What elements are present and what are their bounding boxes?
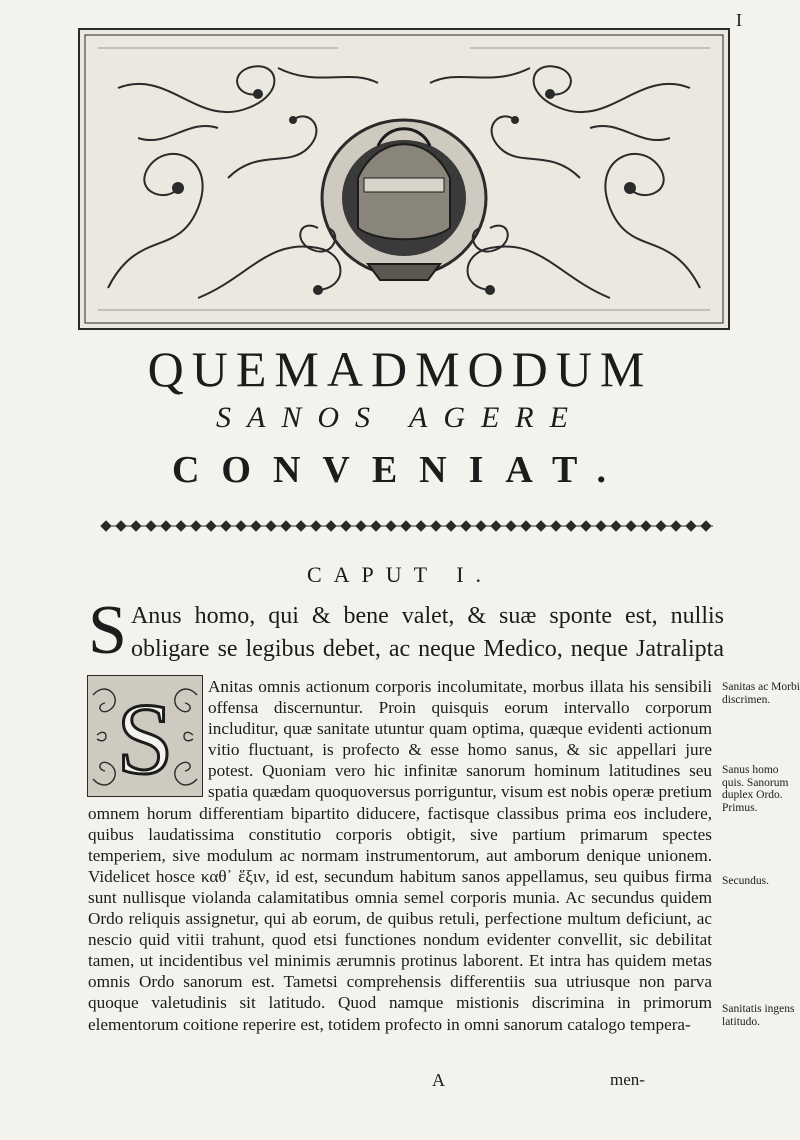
ornamental-headpiece bbox=[78, 28, 730, 330]
fleuron bbox=[611, 521, 626, 531]
fleuron bbox=[191, 521, 206, 531]
fleuron bbox=[176, 521, 191, 531]
fleuron bbox=[116, 521, 131, 531]
body-text bbox=[88, 676, 712, 1035]
fleuron bbox=[386, 521, 401, 531]
fleuron bbox=[461, 521, 476, 531]
body-paragraph: Anitas omnis actionum corporis incolumitate, morbus illata his sensibili offensa discernuntur. Proin quisquis eorum intervallo corporum includitur, quæ sanitate utuntur quam optima, quæque evidenti actionum vitio fluctuant, is profecto & esse homo sanus, & sic appellari jure potest. Quoniam vero hic infinitæ sanorum hominum latitudines seu spatia quædam quoquoversus porriguntur, visum est nobis operæ pretium omnem horum differentiam bipartito diducere, factisque classibus prima eos includere, quibus laudatissima constitutio corporis obtigit, sive partium primarum spectes temperiem, sive modulum ac normam instrumentorum, aut amborum denique unionem. Videlicet hosce καθ᾽ ἕξιν, id est, secundum habitum sanos appellamus, seu quibus firma sunt nullisque violanda calamitatibus omnia semel corporis munia. Ac secundus quidem Ordo reliquis assignetur, qui ab eorum, de quibus retuli, perfectione multum deficiunt, ac nescio quid vitii trahunt, quod etsi functiones nondum evidenter convellit, sic debilitat tamen, ut incidentibus vel minimis ærumnis protinus laborent. Et intra has quidem metas omnis Ordo sanorum est. Tametsi comprehensis differentiis sua utriusque non parva quoque valetudinis sit latitudo. Quod namque mistionis discrimina in primorum elementorum coitione reperire est, totidem profecto in omni sanorum catalogo tempera- bbox=[88, 677, 712, 1034]
fleuron bbox=[296, 521, 311, 531]
fleuron bbox=[416, 521, 431, 531]
fleuron bbox=[536, 521, 551, 531]
fleuron bbox=[371, 521, 386, 531]
signature-mark: A bbox=[432, 1070, 445, 1090]
fleuron bbox=[431, 521, 446, 531]
initial-spacer bbox=[88, 676, 208, 800]
fleuron bbox=[146, 521, 161, 531]
fleuron bbox=[251, 521, 266, 531]
fleuron bbox=[101, 521, 116, 531]
fleuron bbox=[656, 521, 671, 531]
fleuron bbox=[236, 521, 251, 531]
margin-note: Sanitatis ingens latitudo. bbox=[722, 1003, 795, 1028]
margin-note: Sanus homo quis. Sanorum duplex Ordo. Primus. bbox=[722, 764, 789, 814]
chapter-heading: CAPUT I. bbox=[306, 562, 494, 587]
fleuron bbox=[506, 521, 521, 531]
fleuron bbox=[311, 521, 326, 531]
fleuron bbox=[566, 521, 581, 531]
margin-note: Secundus. bbox=[722, 875, 769, 887]
title-line-1: QUEMADMODUM bbox=[147, 341, 653, 397]
fleuron bbox=[131, 521, 146, 531]
svg-text:S: S bbox=[116, 683, 174, 796]
fleuron bbox=[686, 521, 701, 531]
fleuron bbox=[356, 521, 371, 531]
fleuron bbox=[491, 521, 506, 531]
title-line-3: CONVENIAT. bbox=[171, 449, 629, 491]
fleuron bbox=[476, 521, 491, 531]
catchword: men- bbox=[610, 1070, 645, 1089]
ornamental-rule bbox=[95, 520, 713, 532]
fleuron bbox=[671, 521, 686, 531]
fleuron bbox=[521, 521, 536, 531]
fleuron bbox=[626, 521, 641, 531]
fleuron bbox=[581, 521, 596, 531]
fleuron bbox=[401, 521, 416, 531]
fleuron bbox=[221, 521, 236, 531]
fleuron bbox=[326, 521, 341, 531]
summary-initial: S bbox=[88, 592, 127, 669]
fleuron bbox=[446, 521, 461, 531]
summary-text: Anus homo, qui & bene valet, & suæ sponte est, nullis obligare se legibus debet, ac neque Medico, neque Jatralipta bbox=[130, 603, 724, 662]
fleuron bbox=[701, 521, 713, 531]
fleuron bbox=[596, 521, 611, 531]
fleuron bbox=[341, 521, 356, 531]
fleuron bbox=[206, 521, 221, 531]
fleuron bbox=[641, 521, 656, 531]
fleuron bbox=[266, 521, 281, 531]
margin-note: Sanitas ac Morbi discrimen. bbox=[722, 681, 800, 706]
fleuron bbox=[161, 521, 176, 531]
title-line-2: SANOS AGERE bbox=[216, 401, 584, 434]
fleuron bbox=[281, 521, 296, 531]
fleuron bbox=[551, 521, 566, 531]
page-number: I bbox=[736, 10, 742, 30]
